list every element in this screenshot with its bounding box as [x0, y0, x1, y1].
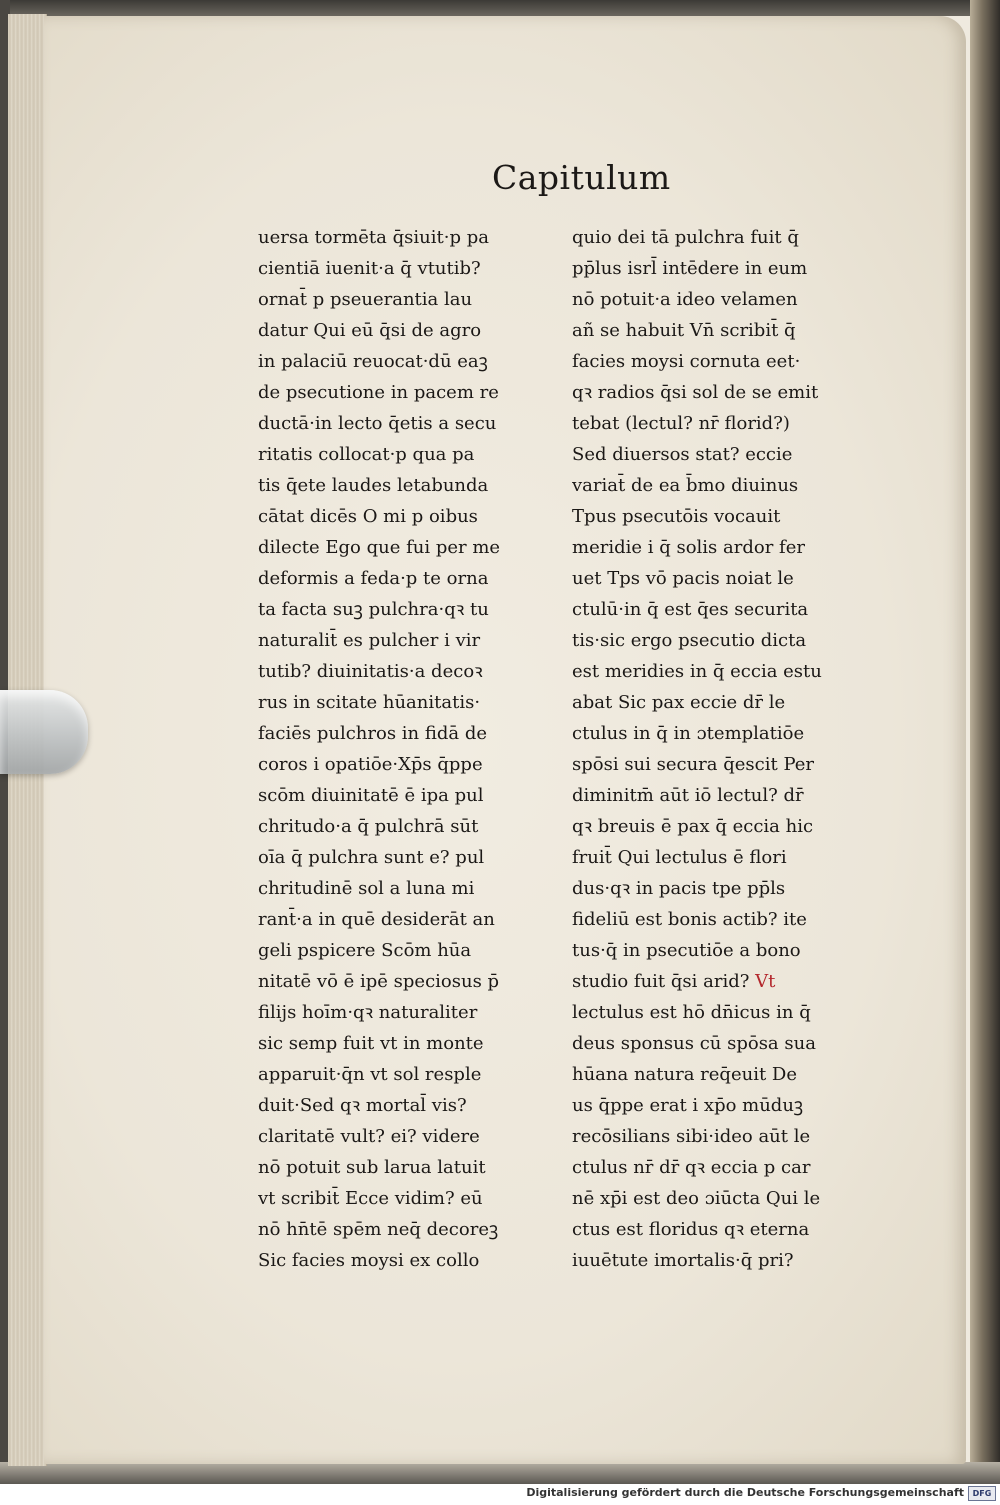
text-line — [258, 1183, 560, 1214]
text-line — [258, 377, 560, 408]
text-line-content: fideliū est bonis actib? ite — [572, 909, 807, 930]
text-line-content: meridie i q̄ solis ardor fer — [572, 537, 805, 558]
text-line-content: deformis a feda·p te orna — [258, 568, 489, 589]
text-line — [258, 1059, 560, 1090]
dfg-logo: DFG — [968, 1486, 996, 1501]
text-line — [258, 222, 560, 253]
text-line-content: rant̄·a in quē desiderāt an — [258, 909, 495, 930]
text-line-content: cientiā iuenit·a q̄ vtutib? — [258, 258, 481, 279]
text-line — [572, 439, 884, 470]
text-line — [572, 1028, 884, 1059]
text-line — [572, 253, 884, 284]
text-line-content: tis·sic ergo psecutio dicta — [572, 630, 807, 651]
text-line — [258, 1245, 560, 1276]
text-line-content: apparuit·q̄n vt sol resple — [258, 1064, 482, 1085]
text-line — [572, 1183, 884, 1214]
text-line — [258, 873, 560, 904]
text-line-content: in palaciū reuocat·dū eaꝫ — [258, 351, 488, 372]
text-line-content: Tpus psecutōis vocauit — [572, 506, 781, 527]
text-column-left — [258, 222, 560, 1276]
text-line — [258, 656, 560, 687]
text-line — [258, 284, 560, 315]
text-line-content: dilecte Ego que fui per me — [258, 537, 501, 558]
text-line — [258, 1090, 560, 1121]
text-line — [258, 315, 560, 346]
text-line-content: pp̄lus isrl̄ intēdere in eum — [572, 258, 808, 279]
text-column-right — [572, 222, 884, 1276]
rubricated-initial: Vt — [755, 971, 776, 992]
text-line — [572, 718, 884, 749]
text-line-content: facies moysi cornuta eet· — [572, 351, 801, 372]
text-line-content: rus in scitate hūanitatis· — [258, 692, 481, 713]
text-line — [572, 470, 884, 501]
text-line — [258, 780, 560, 811]
text-line — [572, 1152, 884, 1183]
text-line-content: nō hn̄tē spēm neq̄ decoreꝫ — [258, 1219, 499, 1240]
text-line — [258, 904, 560, 935]
text-line-content: claritatē vult? ei? videre — [258, 1126, 480, 1147]
text-line — [258, 439, 560, 470]
text-line — [258, 470, 560, 501]
text-line-content: scōm diuinitatē ē ipa pul — [258, 785, 484, 806]
text-line — [258, 1152, 560, 1183]
text-line-content: añ se habuit Vn̄ scribit̄ q̄ — [572, 320, 796, 341]
text-line-content: nē xp̄i est deo ɔiūcta Qui le — [572, 1188, 821, 1209]
text-line-content: Sed diuersos stat? eccie — [572, 444, 793, 465]
text-line-content: dus·qꝛ in pacis tpe pp̄ls — [572, 878, 786, 899]
text-line-content: faciēs pulchros in fidā de — [258, 723, 488, 744]
text-line — [258, 594, 560, 625]
text-line-content: iuuētute imortalis·q̄ pri? — [572, 1250, 794, 1271]
text-line — [572, 997, 884, 1028]
text-line — [572, 749, 884, 780]
scan-background-bottom — [0, 1462, 1000, 1484]
text-line — [258, 625, 560, 656]
text-line-content: lectulus est hō dn̄icus in q̄ — [572, 1002, 811, 1023]
text-line — [258, 501, 560, 532]
text-line — [572, 935, 884, 966]
text-line-content: nō potuit·a ideo velamen — [572, 289, 798, 310]
text-line-content: ctulus nr̄ dr̄ qꝛ eccia p car — [572, 1157, 811, 1178]
text-line-content: cātat dicēs O mi p oibus — [258, 506, 478, 527]
text-line-content: oīa q̄ pulchra sunt e? pul — [258, 847, 485, 868]
text-line-content: variat̄ de ea b̄mo diuinus — [572, 475, 799, 496]
text-line — [258, 749, 560, 780]
text-line — [572, 656, 884, 687]
text-line-content: chritudo·a q̄ pulchrā sūt — [258, 816, 479, 837]
text-line — [572, 1214, 884, 1245]
text-line-content: ctus est floridus qꝛ eterna — [572, 1219, 810, 1240]
text-line — [572, 501, 884, 532]
text-line-content: naturalit̄ es pulcher i vir — [258, 630, 481, 651]
text-line — [258, 532, 560, 563]
text-line — [572, 532, 884, 563]
scan-background-top — [0, 0, 1000, 16]
text-line — [258, 811, 560, 842]
text-line-content: uet Tps vō pacis noiat le — [572, 568, 794, 589]
text-line-content: duit·Sed qꝛ mortal̄ vis? — [258, 1095, 467, 1116]
text-line-content: geli pspicere Scōm hūa — [258, 940, 472, 961]
text-line — [258, 1121, 560, 1152]
text-line-content: fruit̄ Qui lectulus ē flori — [572, 847, 787, 868]
text-line — [572, 1121, 884, 1152]
funding-credit: Digitalisierung gefördert durch die Deutsche Forschungsgemeinschaft — [526, 1486, 964, 1499]
text-line — [572, 873, 884, 904]
text-line — [258, 1028, 560, 1059]
text-line-content: sic semp fuit vt in monte — [258, 1033, 484, 1054]
text-line — [258, 563, 560, 594]
text-line-content: quio dei tā pulchra fuit q̄ — [572, 227, 799, 248]
text-line — [258, 718, 560, 749]
text-line — [572, 1090, 884, 1121]
text-line-content: Sic facies moysi ex collo — [258, 1250, 480, 1271]
text-line-content: tebat (lectul? nr̄ florid?) — [572, 413, 790, 434]
text-line — [258, 346, 560, 377]
text-line — [572, 377, 884, 408]
text-line-content: tutib? diuinitatis·a decoꝛ — [258, 661, 483, 682]
text-line-content: de psecutione in pacem re — [258, 382, 499, 403]
text-line-content: hūana natura req̄euit De — [572, 1064, 797, 1085]
text-line — [572, 904, 884, 935]
text-line — [572, 811, 884, 842]
text-line — [258, 842, 560, 873]
text-line-content: ctulū·in q̄ est q̄es securita — [572, 599, 809, 620]
text-line-content: datur Qui eū q̄si de agro — [258, 320, 482, 341]
text-line — [572, 625, 884, 656]
text-line-content: deus sponsus cū spōsa sua — [572, 1033, 816, 1054]
running-head: Capitulum — [492, 158, 671, 197]
text-line — [258, 935, 560, 966]
text-line — [572, 842, 884, 873]
text-line-content: nō potuit sub larua latuit — [258, 1157, 486, 1178]
text-line — [572, 222, 884, 253]
text-line-content: spōsi sui secura q̄escit Per — [572, 754, 815, 775]
text-line — [572, 780, 884, 811]
text-line-content: ctulus in q̄ in ɔtemplatiōe — [572, 723, 805, 744]
text-line-content: tis q̄ete laudes letabunda — [258, 475, 489, 496]
page-holder-clip — [0, 690, 88, 774]
text-line-content: us q̄ppe erat i xp̄o mūduꝫ — [572, 1095, 804, 1116]
text-line — [572, 1059, 884, 1090]
text-line-content: ritatis collocat·p qua pa — [258, 444, 475, 465]
text-line-content: coros i opatiōe·Xp̄s q̄ppe — [258, 754, 483, 775]
text-line — [258, 687, 560, 718]
text-line-content: est meridies in q̄ eccia estu — [572, 661, 822, 682]
text-line-content: studio fuit q̄si arid? — [572, 971, 750, 992]
text-line-content: filijs hoīm·qꝛ naturaliter — [258, 1002, 478, 1023]
text-line — [572, 284, 884, 315]
text-line — [572, 687, 884, 718]
text-line — [258, 253, 560, 284]
text-line — [572, 346, 884, 377]
text-line-content: ductā·in lecto q̄etis a secu — [258, 413, 497, 434]
text-line — [572, 966, 884, 997]
text-line-content: ornat̄ p pseuerantia lau — [258, 289, 473, 310]
book-spine-edge — [970, 0, 1000, 1480]
text-line-content: uersa tormēta q̄siuit·p pa — [258, 227, 489, 248]
text-line — [258, 1214, 560, 1245]
text-line — [258, 997, 560, 1028]
text-line-content: qꝛ breuis ē pax q̄ eccia hic — [572, 816, 814, 837]
text-line-content: ta facta suꝫ pulchra·qꝛ tu — [258, 599, 489, 620]
text-line-content: vt scribit̄ Ecce vidim? eū — [258, 1188, 483, 1209]
text-line-content: tus·q̄ in psecutiōe a bono — [572, 940, 801, 961]
text-line-content: diminitm̄ aūt iō lectul? dr̄ — [572, 785, 804, 806]
text-line — [572, 563, 884, 594]
text-line — [572, 594, 884, 625]
text-line — [258, 966, 560, 997]
text-line-content: chritudinē sol a luna mi — [258, 878, 475, 899]
text-line-content: qꝛ radios q̄si sol de se emit — [572, 382, 819, 403]
text-line — [572, 408, 884, 439]
text-line-content: recōsilians sibi·ideo aūt le — [572, 1126, 811, 1147]
text-line — [572, 1245, 884, 1276]
text-line — [572, 315, 884, 346]
text-line-content: nitatē vō ē ipē speciosus p̄ — [258, 971, 500, 992]
text-line-content: abat Sic pax eccie dr̄ le — [572, 692, 786, 713]
text-line — [258, 408, 560, 439]
